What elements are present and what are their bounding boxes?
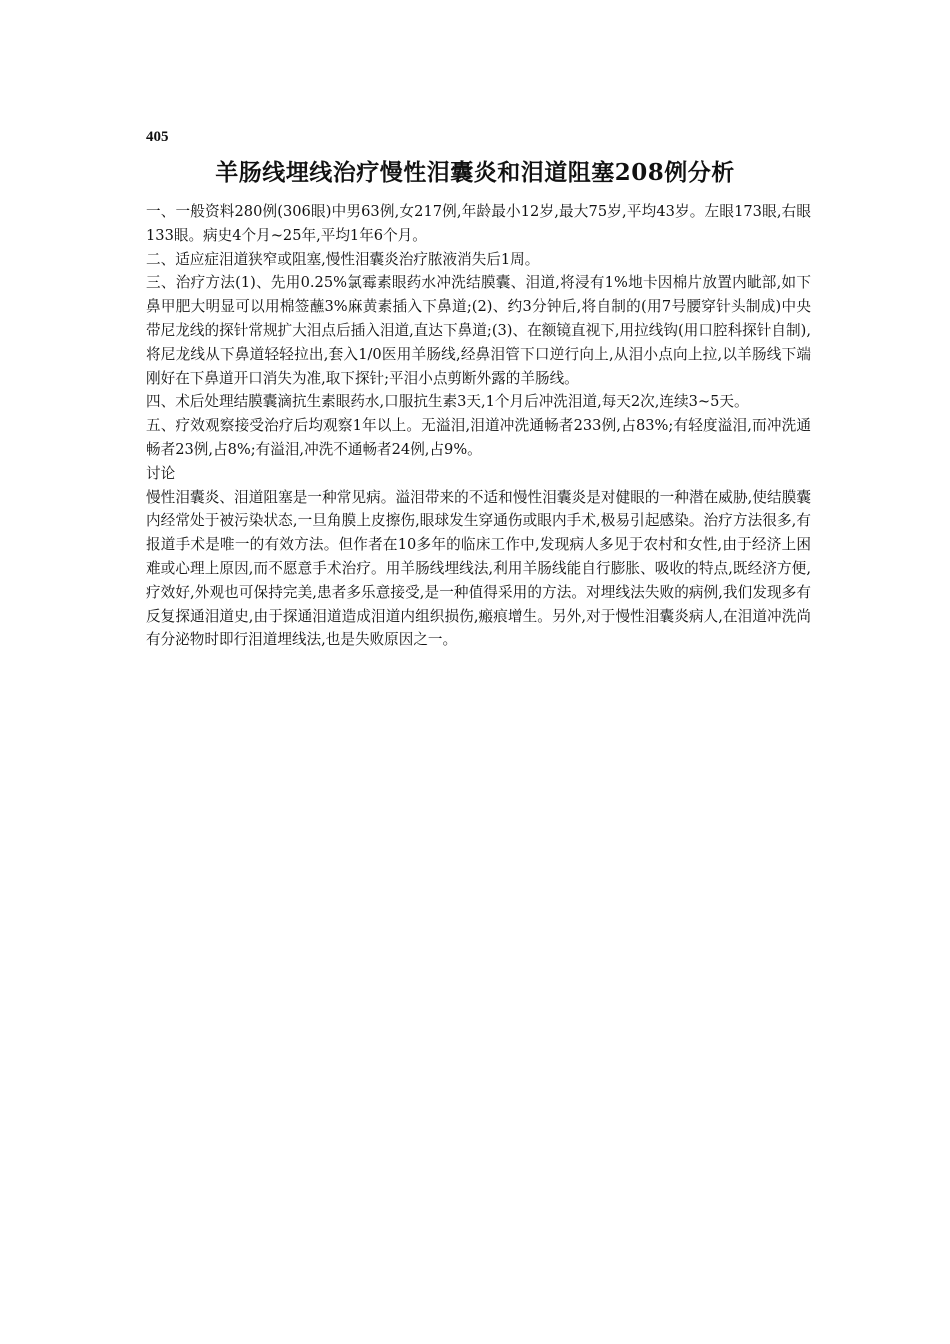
discussion-heading: 讨论	[146, 464, 176, 482]
article-title: 羊肠线埋线治疗慢性泪囊炎和泪道阻塞208例分析	[215, 159, 735, 186]
section-general-info: 一、一般资料280例(306眼)中男63例,女217例,年龄最小12岁,最大75岁,平均43岁。左眼173眼,右眼133眼。病史4个月~25年,平均1年6个月。	[146, 203, 811, 244]
section-postoperative-care: 四、术后处理结膜囊滴抗生素眼药水,口服抗生素3天,1个月后冲洗泪道,每天2次,连续3~5天。	[146, 393, 749, 411]
section-indications: 二、适应症泪道狭窄或阻塞,慢性泪囊炎治疗脓液消失后1周。	[146, 250, 540, 268]
section-efficacy: 五、疗效观察接受治疗后均观察1年以上。无溢泪,泪道冲洗通畅者233例,占83%;有轻度溢泪,而冲洗通畅者23例,占8%;有溢泪,冲洗不通畅者24例,占9%。	[146, 417, 811, 458]
discussion-body: 慢性泪囊炎、泪道阻塞是一种常见病。溢泪带来的不适和慢性泪囊炎是对健眼的一种潜在威胁,使结膜囊内经常处于被污染状态,一旦角膜上皮擦伤,眼球发生穿通伤或眼内手术,极易引起感染。治疗方法很多,有报道手术是唯一的有效方法。但作者在10多年的临床工作中,发现病人多见于农村和女性,由于经济上困难或心理上原因,而不愿意手术治疗。用羊肠线埋线法,利用羊肠线能自行膨胀、吸收的特点,既经济方便,疗效好,外观也可保持完美,患者多乐意接受,是一种值得采用的方法。对埋线法失败的病例,我们发现多有反复探通泪道史,由于探通泪道造成泪道内组织损伤,瘢痕增生。另外,对于慢性泪囊炎病人,在泪道冲洗尚有分泌物时即行泪道埋线法,也是失败原因之一。	[146, 488, 811, 649]
article-body	[146, 200, 811, 652]
section-treatment-method: 三、治疗方法(1)、先用0.25%氯霉素眼药水冲洗结膜囊、泪道,将浸有1%地卡因棉片放置内眦部,如下鼻甲肥大明显可以用棉签蘸3%麻黄素插入下鼻道;(2)、约3分钟后,将自制的(用7号腰穿针头制成)中央带尼龙线的探针常规扩大泪点后插入泪道,直达下鼻道;(3)、在额镜直视下,用拉线钩(用口腔科探针自制),将尼龙线从下鼻道轻轻拉出,套入1/0医用羊肠线,经鼻泪管下口逆行向上,从泪小点向上拉,以羊肠线下端刚好在下鼻道开口消失为准,取下探针;平泪小点剪断外露的羊肠线。	[146, 274, 811, 387]
page-number: 405	[146, 129, 169, 145]
